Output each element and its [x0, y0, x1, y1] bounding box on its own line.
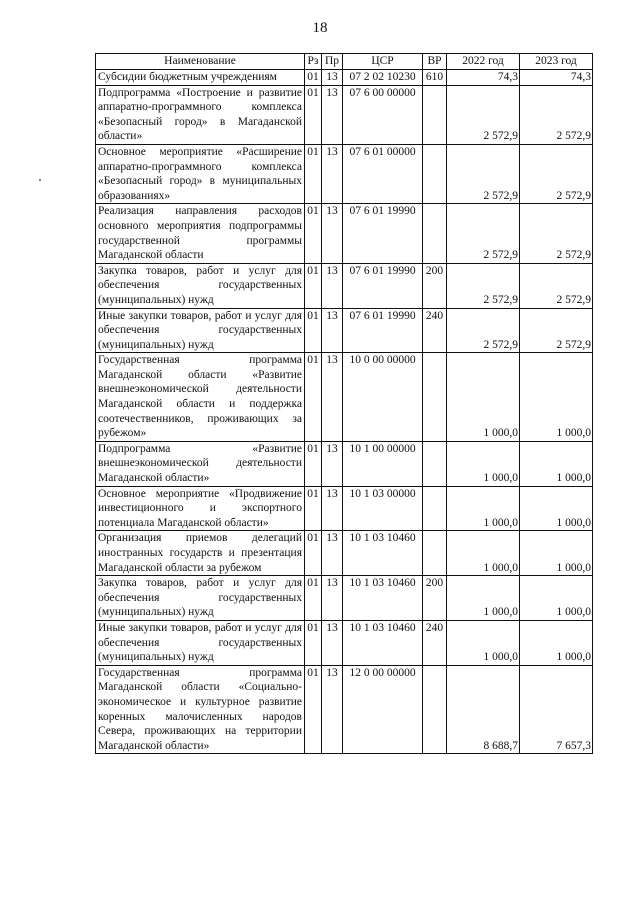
header-2023: 2023 год — [520, 54, 593, 70]
cell-csr: 10 1 00 00000 — [343, 441, 423, 486]
cell-name: Государственная программа Магаданской области «Развитие внешнеэкономической деятельности Магаданской области и поддержка соотечественников, проживающих за рубежом» — [96, 353, 305, 442]
cell-vr — [423, 441, 447, 486]
cell-name: Субсидии бюджетным учреждениям — [96, 70, 305, 86]
table-row — [96, 263, 593, 308]
cell-name: Подпрограмма «Построение и развитие аппаратно-программного комплекса «Безопасный город» в Магаданской области» — [96, 85, 305, 144]
table-body — [96, 70, 593, 754]
cell-vr: 610 — [423, 70, 447, 86]
cell-rz: 01 — [305, 576, 322, 621]
scan-speck — [39, 179, 41, 181]
cell-csr: 07 6 01 19990 — [343, 263, 423, 308]
cell-rz: 01 — [305, 70, 322, 86]
cell-2022: 2 572,9 — [447, 85, 520, 144]
cell-2022: 1 000,0 — [447, 531, 520, 576]
header-row — [96, 54, 593, 70]
cell-2023: 1 000,0 — [520, 531, 593, 576]
cell-2022: 1 000,0 — [447, 486, 520, 531]
cell-2023: 1 000,0 — [520, 441, 593, 486]
cell-name: Основное мероприятие «Расширение аппаратно-программного комплекса «Безопасный город» в муниципальных образованиях» — [96, 144, 305, 203]
cell-2023: 2 572,9 — [520, 204, 593, 263]
table-row — [96, 576, 593, 621]
cell-rz: 01 — [305, 263, 322, 308]
cell-2023: 7 657,3 — [520, 665, 593, 754]
table-row — [96, 531, 593, 576]
table-row — [96, 441, 593, 486]
cell-2023: 2 572,9 — [520, 308, 593, 353]
header-csr: ЦСР — [343, 54, 423, 70]
cell-2022: 2 572,9 — [447, 144, 520, 203]
cell-pr: 13 — [322, 263, 343, 308]
table-row — [96, 70, 593, 86]
cell-name: Закупка товаров, работ и услуг для обеспечения государственных (муниципальных) нужд — [96, 263, 305, 308]
header-rz: Рз — [305, 54, 322, 70]
header-2022: 2022 год — [447, 54, 520, 70]
cell-rz: 01 — [305, 486, 322, 531]
cell-name: Основное мероприятие «Продвижение инвестиционного и экспортного потенциала Магаданской области» — [96, 486, 305, 531]
table-header — [96, 54, 593, 70]
page-number: 18 — [312, 20, 328, 36]
cell-pr: 13 — [322, 144, 343, 203]
cell-csr: 10 0 00 00000 — [343, 353, 423, 442]
cell-csr: 10 1 03 10460 — [343, 576, 423, 621]
cell-csr: 10 1 03 00000 — [343, 486, 423, 531]
cell-pr: 13 — [322, 665, 343, 754]
cell-csr: 10 1 03 10460 — [343, 620, 423, 665]
cell-vr: 240 — [423, 620, 447, 665]
cell-2022: 8 688,7 — [447, 665, 520, 754]
cell-pr: 13 — [322, 531, 343, 576]
cell-pr: 13 — [322, 620, 343, 665]
cell-csr: 10 1 03 10460 — [343, 531, 423, 576]
cell-pr: 13 — [322, 441, 343, 486]
cell-2022: 2 572,9 — [447, 263, 520, 308]
cell-rz: 01 — [305, 204, 322, 263]
cell-vr — [423, 486, 447, 531]
cell-pr: 13 — [322, 576, 343, 621]
header-pr: Пр — [322, 54, 343, 70]
cell-csr: 07 6 01 00000 — [343, 144, 423, 203]
cell-csr: 07 6 00 00000 — [343, 85, 423, 144]
cell-csr: 12 0 00 00000 — [343, 665, 423, 754]
cell-csr: 07 6 01 19990 — [343, 204, 423, 263]
cell-rz: 01 — [305, 441, 322, 486]
cell-rz: 01 — [305, 620, 322, 665]
cell-2023: 2 572,9 — [520, 85, 593, 144]
cell-vr: 240 — [423, 308, 447, 353]
cell-2023: 74,3 — [520, 70, 593, 86]
table-row — [96, 85, 593, 144]
cell-csr: 07 6 01 19990 — [343, 308, 423, 353]
table-row — [96, 353, 593, 442]
cell-pr: 13 — [322, 70, 343, 86]
cell-2023: 1 000,0 — [520, 576, 593, 621]
cell-rz: 01 — [305, 85, 322, 144]
table-row — [96, 144, 593, 203]
table-row — [96, 204, 593, 263]
cell-vr: 200 — [423, 263, 447, 308]
cell-2022: 2 572,9 — [447, 308, 520, 353]
cell-2022: 1 000,0 — [447, 620, 520, 665]
table-row — [96, 308, 593, 353]
cell-2023: 2 572,9 — [520, 263, 593, 308]
table-row — [96, 620, 593, 665]
cell-2023: 1 000,0 — [520, 620, 593, 665]
cell-name: Закупка товаров, работ и услуг для обеспечения государственных (муниципальных) нужд — [96, 576, 305, 621]
cell-rz: 01 — [305, 144, 322, 203]
budget-table — [95, 53, 593, 754]
cell-csr: 07 2 02 10230 — [343, 70, 423, 86]
cell-name: Иные закупки товаров, работ и услуг для обеспечения государственных (муниципальных) нужд — [96, 620, 305, 665]
cell-pr: 13 — [322, 204, 343, 263]
cell-2022: 1 000,0 — [447, 576, 520, 621]
cell-2023: 1 000,0 — [520, 486, 593, 531]
cell-2022: 1 000,0 — [447, 441, 520, 486]
cell-2022: 1 000,0 — [447, 353, 520, 442]
header-name: Наименование — [96, 54, 305, 70]
cell-vr — [423, 204, 447, 263]
cell-vr: 200 — [423, 576, 447, 621]
cell-vr — [423, 85, 447, 144]
cell-2022: 74,3 — [447, 70, 520, 86]
cell-name: Реализация направления расходов основного мероприятия подпрограммы государственной программы Магаданской области — [96, 204, 305, 263]
cell-name: Подпрограмма «Развитие внешнеэкономической деятельности Магаданской области» — [96, 441, 305, 486]
cell-pr: 13 — [322, 308, 343, 353]
table-row — [96, 665, 593, 754]
cell-2023: 2 572,9 — [520, 144, 593, 203]
cell-name: Иные закупки товаров, работ и услуг для обеспечения государственных (муниципальных) нужд — [96, 308, 305, 353]
cell-2022: 2 572,9 — [447, 204, 520, 263]
cell-rz: 01 — [305, 531, 322, 576]
cell-pr: 13 — [322, 353, 343, 442]
header-vr: ВР — [423, 54, 447, 70]
cell-rz: 01 — [305, 308, 322, 353]
cell-name: Организация приемов делегаций иностранных государств и презентация Магаданской области за рубежом — [96, 531, 305, 576]
cell-vr — [423, 665, 447, 754]
cell-pr: 13 — [322, 486, 343, 531]
cell-rz: 01 — [305, 353, 322, 442]
cell-vr — [423, 531, 447, 576]
cell-pr: 13 — [322, 85, 343, 144]
cell-rz: 01 — [305, 665, 322, 754]
cell-vr — [423, 353, 447, 442]
cell-name: Государственная программа Магаданской области «Социально-экономическое и культурное развитие коренных малочисленных народов Севера, проживающих на территории Магаданской области» — [96, 665, 305, 754]
cell-2023: 1 000,0 — [520, 353, 593, 442]
table-row — [96, 486, 593, 531]
cell-vr — [423, 144, 447, 203]
